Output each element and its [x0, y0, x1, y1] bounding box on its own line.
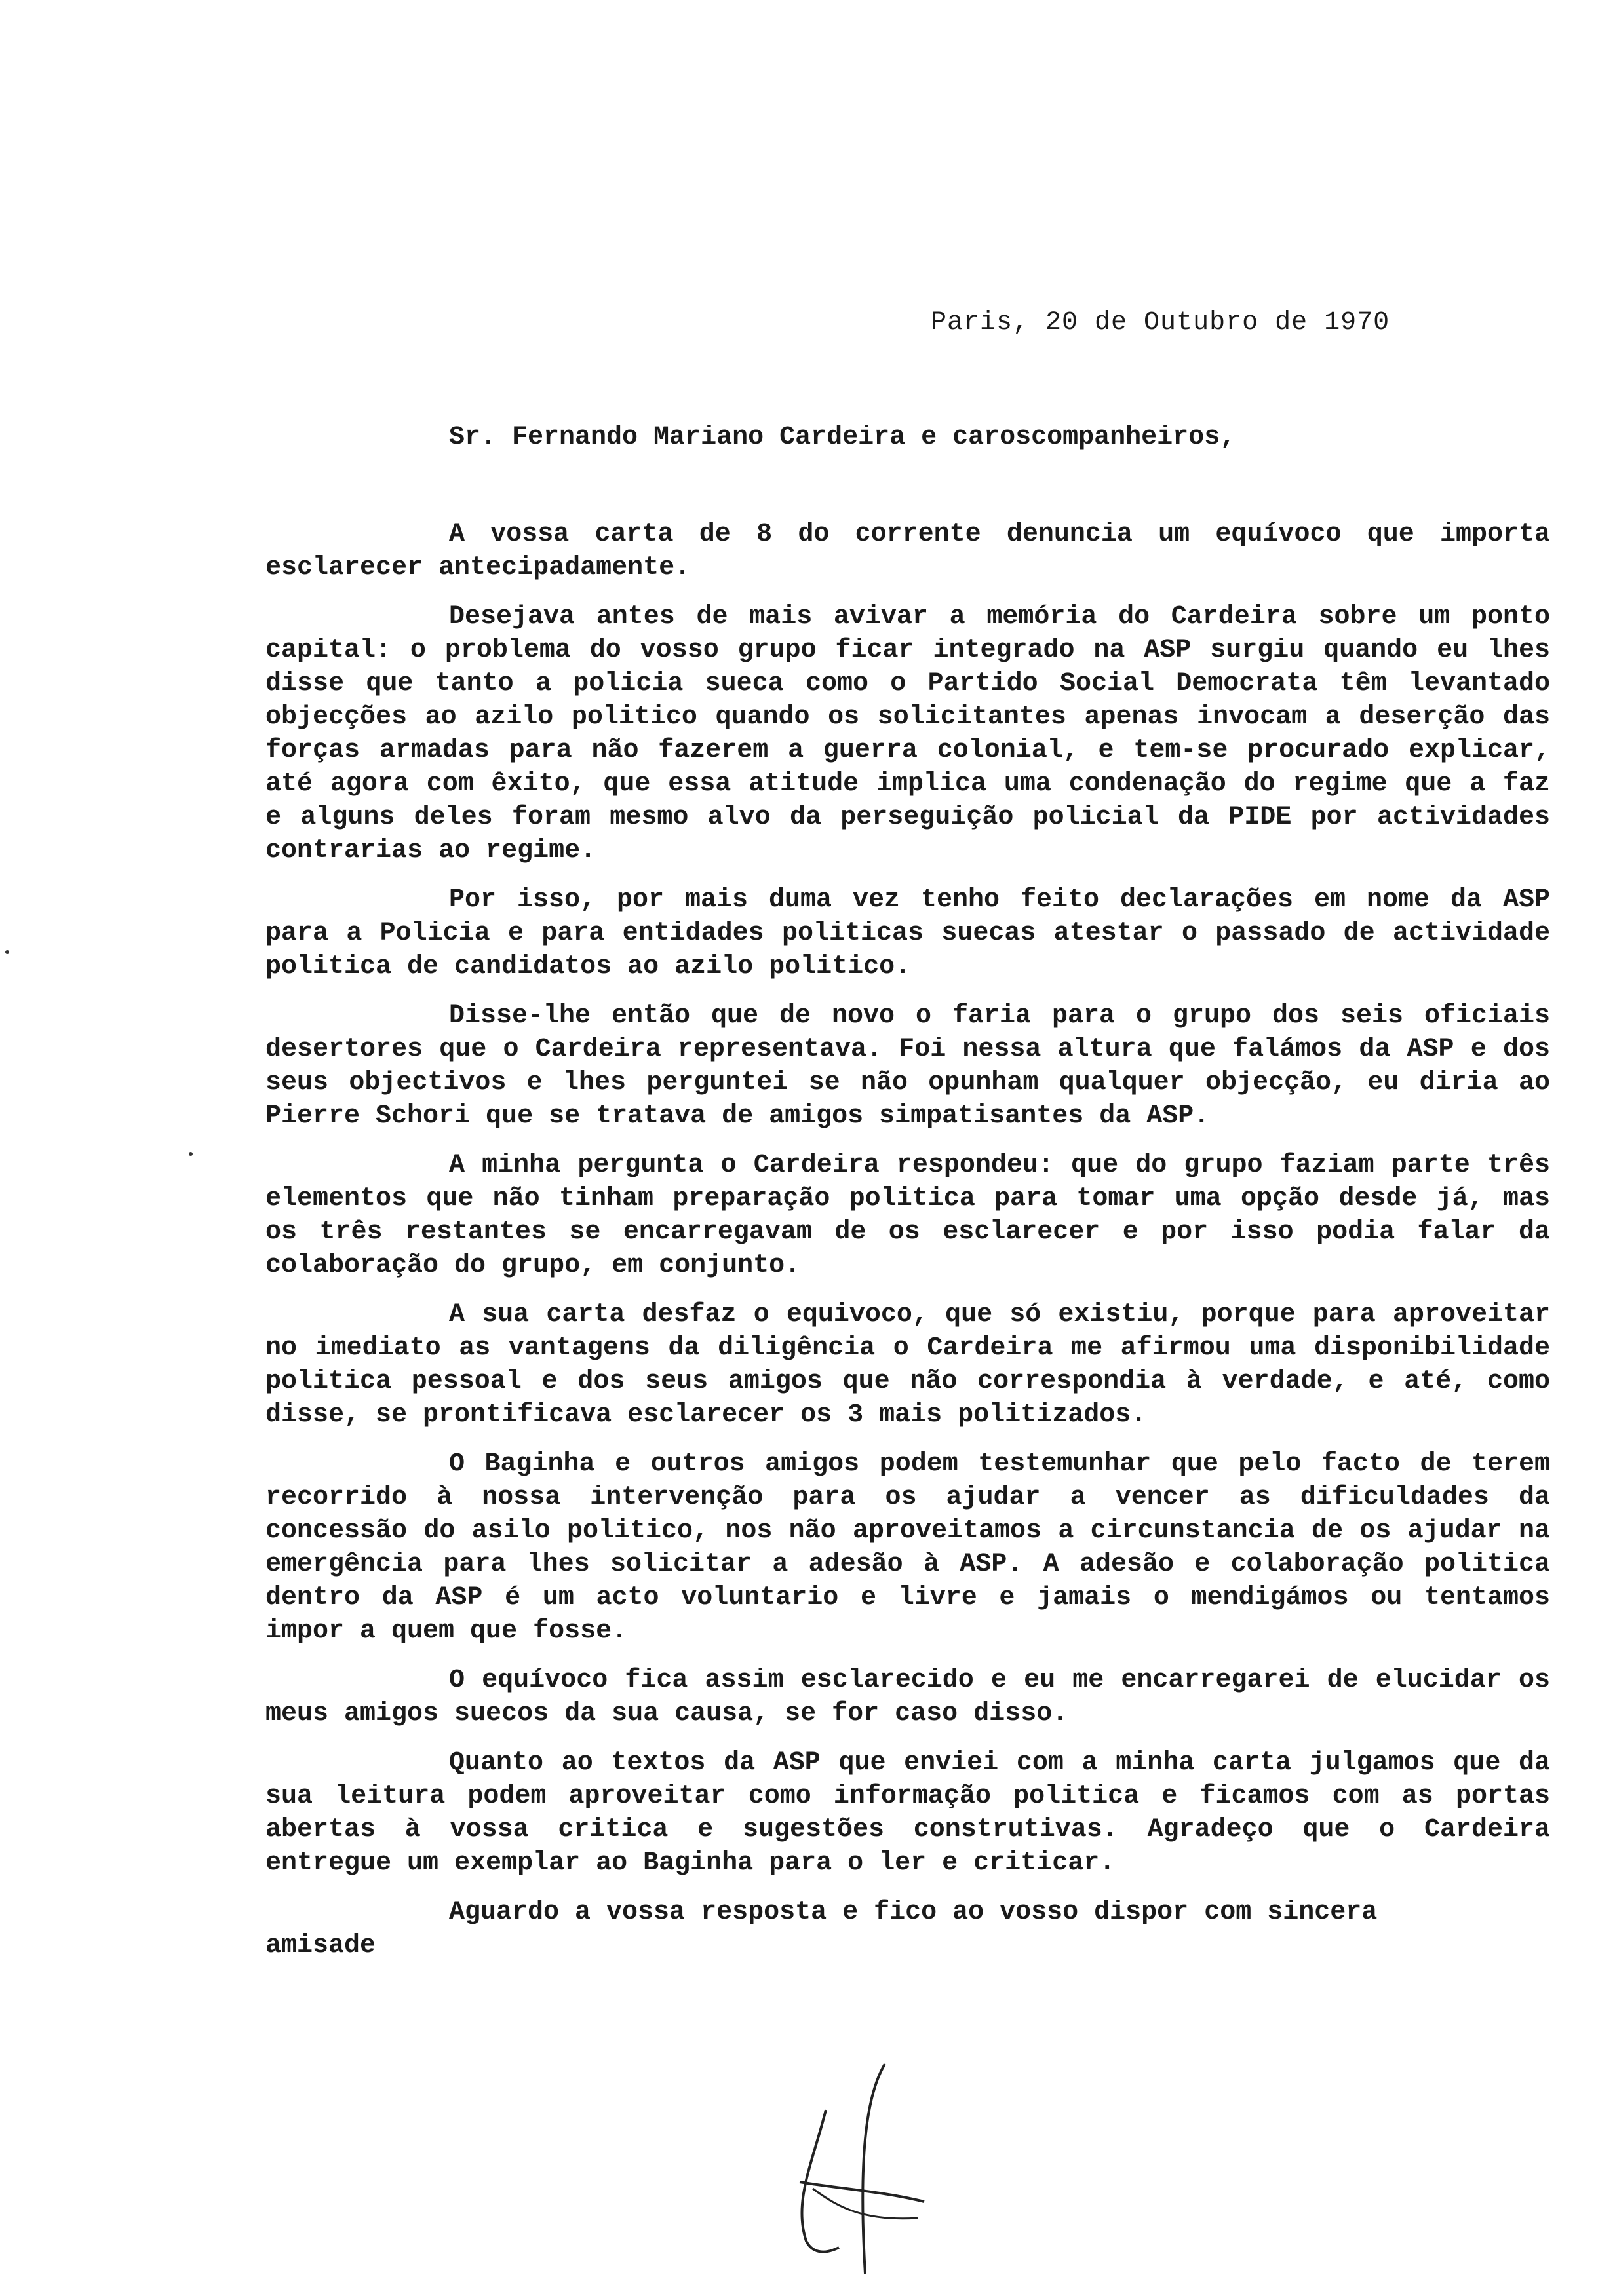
paragraph-4: Disse-lhe então que de novo o faria para o grupo dos seis oficiais desertores que o Cardeira representava. Foi nessa altura que falámos da ASP e dos seus objectivos e lhes perguntei se não opunham qualquer objecção, eu diria ao Pierre Schori que se tratava de amigos simpatisantes da ASP. [265, 1001, 1550, 1131]
margin-dot [189, 1152, 193, 1156]
paragraph-1: A vossa carta de 8 do corrente denuncia um equívoco que importa esclarecer antecipadamente. [265, 520, 1550, 583]
paragraph-7: O Baginha e outros amigos podem testemunhar que pelo facto de terem recorrido à nossa intervenção para os ajudar a vencer as dificuldades da concessão do asilo politico, nos não aproveitamos a circunstancia de os ajudar na emergência para lhes solicitar a adesão à ASP. A adesão e colaboração politica dentro da ASP é um acto voluntario e livre e jamais o mendigámos ou tentamos impor a quem que fosse. [265, 1449, 1550, 1646]
letter-body [265, 518, 1550, 1962]
margin-dot [5, 950, 9, 954]
paragraph-2: Desejava antes de mais avivar a memória do Cardeira sobre um ponto capital: o problema do vosso grupo ficar integrado na ASP surgiu quando eu lhes disse que tanto a policia sueca como o Partido Social Democrata têm levantado objecções ao azilo politico quando os solicitantes apenas invocam a deserção das forças armadas para não fazerem a guerra colonial, e tem-se procurado explicar, até agora com êxito, que essa atitude implica uma condenação do regime que a faz e alguns deles foram mesmo alvo da perseguição policial da PIDE por actividades contrarias ao regime. [265, 602, 1550, 866]
paragraph-8: O equívoco fica assim esclarecido e eu me encarregarei de elucidar os meus amigos suecos da sua causa, se for caso disso. [265, 1666, 1550, 1729]
paragraph-6: A sua carta desfaz o equivoco, que só existiu, porque para aproveitar no imediato as vantagens da diligência o Cardeira me afirmou uma disponibilidade politica pessoal e dos seus amigos que não correspondia à verdade, e até, como disse, se prontificava esclarecer os 3 mais politizados. [265, 1300, 1550, 1430]
paragraph-3: Por isso, por mais duma vez tenho feito declarações em nome da ASP para a Policia e para entidades politicas suecas atestar o passado de actividade politica de candidatos ao azilo politico. [265, 885, 1550, 982]
handwritten-signature [787, 2057, 937, 2280]
closing-line: Aguardo a vossa resposta e fico ao vosso dispor com sincera [449, 1898, 1378, 1927]
closing-word: amisade [265, 1931, 376, 1961]
salutation: Sr. Fernando Mariano Cardeira e caroscompanheiros, [449, 423, 1236, 452]
paragraph-5: A minha pergunta o Cardeira respondeu: que do grupo faziam parte três elementos que não tinham preparação politica para tomar uma opção desde já, mas os três restantes se encarregavam de os esclarecer e por isso podia falar da colaboração do grupo, em conjunto. [265, 1151, 1550, 1280]
dateline: Paris, 20 de Outubro de 1970 [931, 308, 1390, 337]
paragraph-9: Quanto ao textos da ASP que enviei com a minha carta julgamos que da sua leitura podem aproveitar como informação politica e ficamos com as portas abertas à vossa critica e sugestões construtivas. Agradeço que o Cardeira entregue um exemplar ao Baginha para o ler e criticar. [265, 1748, 1550, 1878]
